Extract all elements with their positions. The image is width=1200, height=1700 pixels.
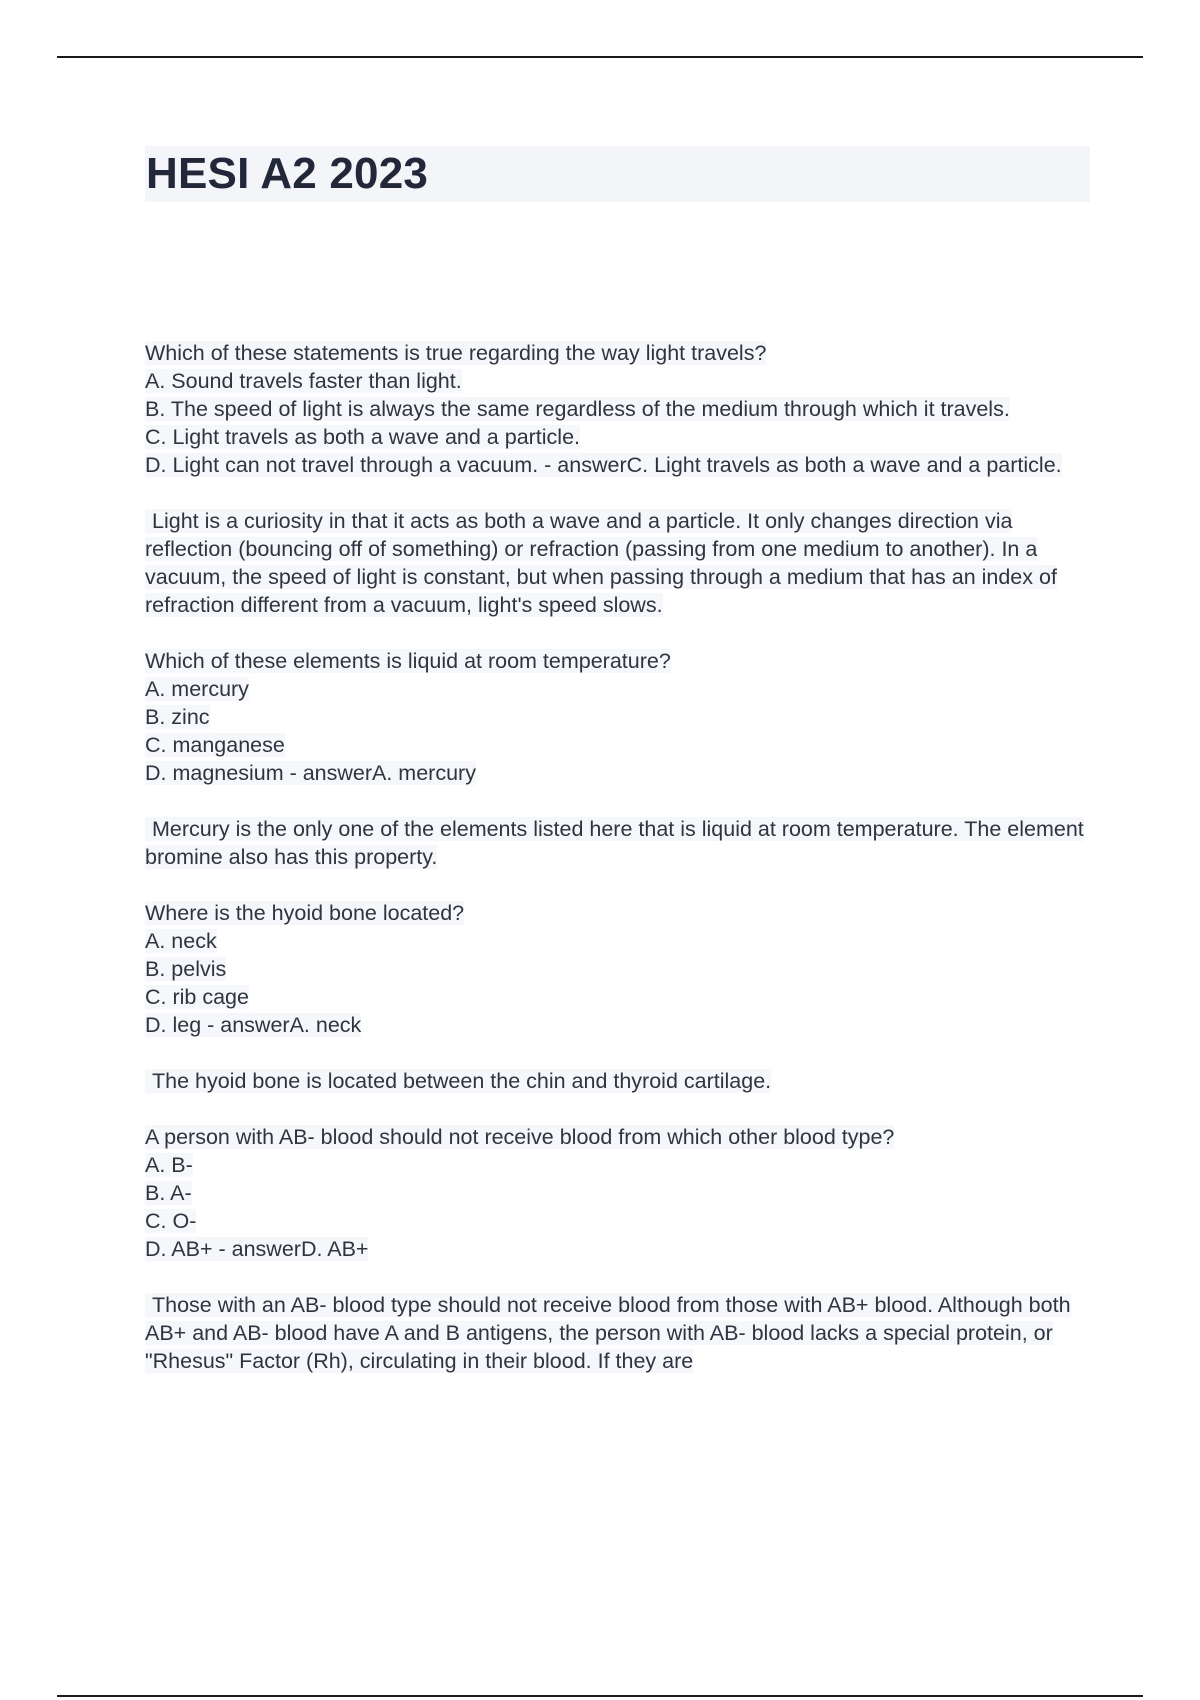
- qa-block: [145, 1123, 1090, 1375]
- option-c: C. Light travels as both a wave and a particle.: [145, 425, 581, 449]
- qa-block: [145, 339, 1090, 619]
- option-b: B. A-: [145, 1181, 192, 1205]
- question-text: Where is the hyoid bone located?: [145, 901, 465, 925]
- option-b: B. zinc: [145, 705, 210, 729]
- top-rule: [57, 56, 1143, 58]
- option-d-answer: D. magnesium - answerA. mercury: [145, 761, 476, 785]
- bottom-rule: [57, 1695, 1143, 1697]
- option-a: A. neck: [145, 929, 217, 953]
- explanation-text: The hyoid bone is located between the chin and thyroid cartilage.: [145, 1067, 1090, 1095]
- page-title: HESI A2 2023: [146, 149, 429, 198]
- option-c: C. manganese: [145, 733, 285, 757]
- document-body: [145, 339, 1090, 1375]
- explanation-text: Those with an AB- blood type should not receive blood from those with AB+ blood. Although both AB+ and AB- blood have A and B antigens, the person with AB- blood lacks a special protein, or "Rhesus" Factor (Rh), circulating in their blood. If they are: [145, 1293, 1071, 1373]
- option-d-answer: D. Light can not travel through a vacuum. - answerC. Light travels as both a wave and a particle.: [145, 453, 1062, 477]
- option-b: B. pelvis: [145, 957, 227, 981]
- option-d-answer: D. AB+ - answerD. AB+: [145, 1237, 369, 1261]
- explanation-text: Light is a curiosity in that it acts as both a wave and a particle. It only changes direction via reflection (bouncing off of something) or refraction (passing from one medium to another). In a vacuum, the speed of light is constant, but when passing through a medium that has an index of refraction different from a vacuum, light's speed slows.: [145, 509, 1057, 617]
- qa-block: [145, 899, 1090, 1095]
- option-b: B. The speed of light is always the same regardless of the medium through which it travels.: [145, 397, 1010, 421]
- option-c: C. rib cage: [145, 985, 249, 1009]
- explanation-text: Mercury is the only one of the elements listed here that is liquid at room temperature. The element bromine also has this property.: [145, 817, 1084, 869]
- option-c: C. O-: [145, 1209, 197, 1233]
- option-d-answer: D. leg - answerA. neck: [145, 1013, 362, 1037]
- qa-block: [145, 647, 1090, 871]
- question-text: Which of these statements is true regarding the way light travels?: [145, 341, 767, 365]
- option-a: A. B-: [145, 1153, 193, 1177]
- option-a: A. Sound travels faster than light.: [145, 369, 462, 393]
- option-a: A. mercury: [145, 677, 249, 701]
- question-text: Which of these elements is liquid at room temperature?: [145, 649, 671, 673]
- question-text: A person with AB- blood should not receive blood from which other blood type?: [145, 1125, 895, 1149]
